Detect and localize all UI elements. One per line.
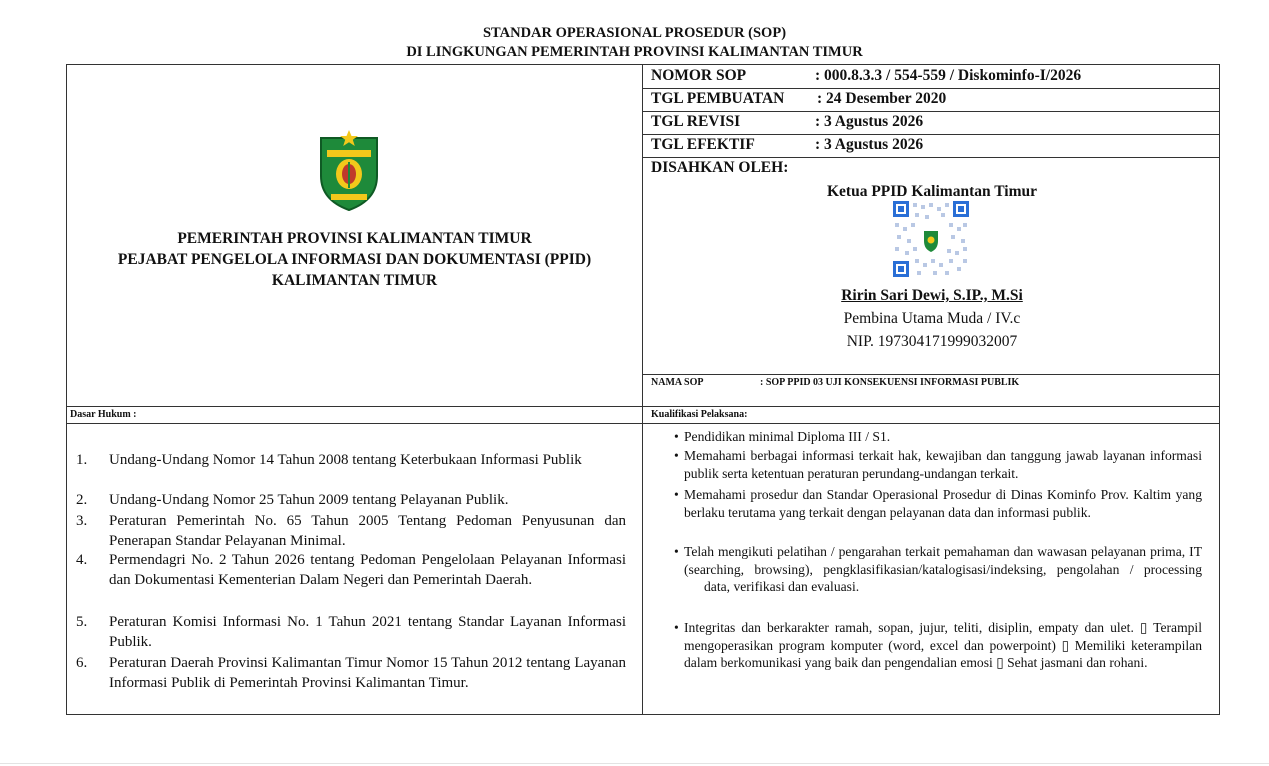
dasar-hukum-item-text: Peraturan Komisi Informasi No. 1 Tahun 2021 tentang Standar Layanan Informasi Publik. <box>109 614 626 650</box>
kualifikasi-item-text: Memahami berbagai informasi terkait hak, kewajiban dan tanggung jawab layanan informasi publik serta ketentuan peraturan perundang-undangan terkait. <box>684 448 1202 481</box>
kualifikasi-item <box>674 486 1202 521</box>
tgl-efektif-label: TGL EFEKTIF <box>651 136 755 153</box>
kualifikasi-item <box>674 428 1202 446</box>
row-divider <box>643 374 1220 375</box>
tgl-pembuatan-value: : 24 Desember 2020 <box>817 90 947 107</box>
dasar-hukum-item-text: Peraturan Pemerintah No. 65 Tahun 2005 Tentang Pedoman Penyusunan dan Penerapan Standar Pelayanan Minimal. <box>109 513 626 549</box>
organization-line2: PEJABAT PENGELOLA INFORMASI DAN DOKUMENTASI (PPID) <box>117 251 592 268</box>
organization-line1: PEMERINTAH PROVINSI KALIMANTAN TIMUR <box>177 230 532 247</box>
disahkan-oleh-label: DISAHKAN OLEH: <box>651 159 789 176</box>
kualifikasi-item <box>674 619 1202 672</box>
dasar-hukum-item-text: Peraturan Daerah Provinsi Kalimantan Timur Nomor 15 Tahun 2012 tentang Layanan Informasi Publik di Pemerintah Provinsi Kalimantan Timur. <box>109 655 626 691</box>
dasar-hukum-item <box>76 550 626 590</box>
row-divider <box>643 111 1220 112</box>
row-divider <box>643 88 1220 89</box>
dasar-hukum-item <box>76 450 626 470</box>
dasar-hukum-item-number: 6. <box>76 655 88 671</box>
kualifikasi-item-text: Telah mengikuti pelatihan / pengarahan terkait pemahaman dan wawasan pelayanan prima, IT (searching, browsing), pengklasifikasian/katalogisasi/indeksing, pengolahan / processing <box>684 544 1202 577</box>
row-divider <box>643 157 1220 158</box>
kualifikasi-heading: Kualifikasi Pelaksana: <box>651 409 748 420</box>
dasar-hukum-item <box>76 511 626 551</box>
page-bottom-divider <box>0 763 1269 764</box>
bullet-icon: • <box>674 487 679 502</box>
kualifikasi-item-text: Pendidikan minimal Diploma III / S1. <box>684 429 891 444</box>
approver-nip: NIP. 197304171999032007 <box>846 333 1018 350</box>
nomor-sop-value: : 000.8.3.3 / 554-559 / Diskominfo-I/2026 <box>815 67 1082 84</box>
organization-line3: KALIMANTAN TIMUR <box>271 272 438 289</box>
dasar-hukum-item <box>76 612 626 652</box>
dasar-hukum-heading: Dasar Hukum : <box>70 409 137 420</box>
kualifikasi-item-text: Memahami prosedur dan Standar Operasional Prosedur di Dinas Kominfo Prov. Kaltim yang berlaku terutama yang terkait dengan pelayanan data dan informasi publik. <box>684 487 1202 520</box>
dasar-hukum-item-text: Undang-Undang Nomor 14 Tahun 2008 tentang Keterbukaan Informasi Publik <box>109 452 582 468</box>
kualifikasi-item-text: Integritas dan berkarakter ramah, sopan, jujur, teliti, disiplin, empaty dan ulet. ▯ Terampil mengoperasikan program komputer (word, excel dan powerpoint) ▯ Memiliki keterampilan dalam berkomunikasi yang baik dan pengendalian emosi ▯ Sehat jasmani dan rohani. <box>684 620 1202 670</box>
approver-name: Ririn Sari Dewi, S.IP., M.Si <box>841 287 1023 304</box>
column-divider <box>642 64 643 715</box>
sop-title-line1: STANDAR OPERASIONAL PROSEDUR (SOP) <box>482 25 787 41</box>
tgl-pembuatan-label: TGL PEMBUATAN <box>651 90 785 107</box>
kualifikasi-item <box>674 543 1202 596</box>
kaltim-emblem-icon <box>315 128 383 212</box>
tgl-revisi-label: TGL REVISI <box>651 113 741 130</box>
row-divider <box>643 134 1220 135</box>
row-divider <box>66 423 1220 424</box>
dasar-hukum-item-text: Undang-Undang Nomor 25 Tahun 2009 tentang Pelayanan Publik. <box>109 492 509 508</box>
signature-qr-code-icon <box>893 201 969 277</box>
bullet-icon: • <box>674 544 679 559</box>
dasar-hukum-item <box>76 653 626 693</box>
approver-position: Ketua PPID Kalimantan Timur <box>827 183 1037 200</box>
nama-sop-label: NAMA SOP <box>651 377 704 388</box>
nama-sop-value: : SOP PPID 03 UJI KONSEKUENSI INFORMASI PUBLIK <box>760 377 1020 388</box>
dasar-hukum-item-number: 2. <box>76 492 88 508</box>
approver-rank: Pembina Utama Muda / IV.c <box>843 310 1021 327</box>
bullet-icon: • <box>674 429 679 444</box>
sop-title-line2: DI LINGKUNGAN PEMERINTAH PROVINSI KALIMANTAN TIMUR <box>406 44 863 60</box>
tgl-efektif-value: : 3 Agustus 2026 <box>815 136 924 153</box>
dasar-hukum-item-number: 4. <box>76 552 88 568</box>
dasar-hukum-item-text: Permendagri No. 2 Tahun 2026 tentang Pedoman Pengelolaan Pelayanan Informasi dan Dokumentasi Kementerian Dalam Negeri dan Pemerintah Daerah. <box>109 552 626 588</box>
row-divider <box>66 406 1220 407</box>
dasar-hukum-item-number: 3. <box>76 513 88 529</box>
kualifikasi-item <box>674 447 1202 482</box>
dasar-hukum-item-number: 5. <box>76 614 88 630</box>
dasar-hukum-item-number: 1. <box>76 452 88 468</box>
tgl-revisi-value: : 3 Agustus 2026 <box>815 113 924 130</box>
kualifikasi-item-continuation: data, verifikasi dan evaluasi. <box>704 579 860 594</box>
nomor-sop-label: NOMOR SOP <box>651 67 747 84</box>
dasar-hukum-item <box>76 490 626 510</box>
bullet-icon: • <box>674 448 679 463</box>
bullet-icon: • <box>674 620 679 635</box>
